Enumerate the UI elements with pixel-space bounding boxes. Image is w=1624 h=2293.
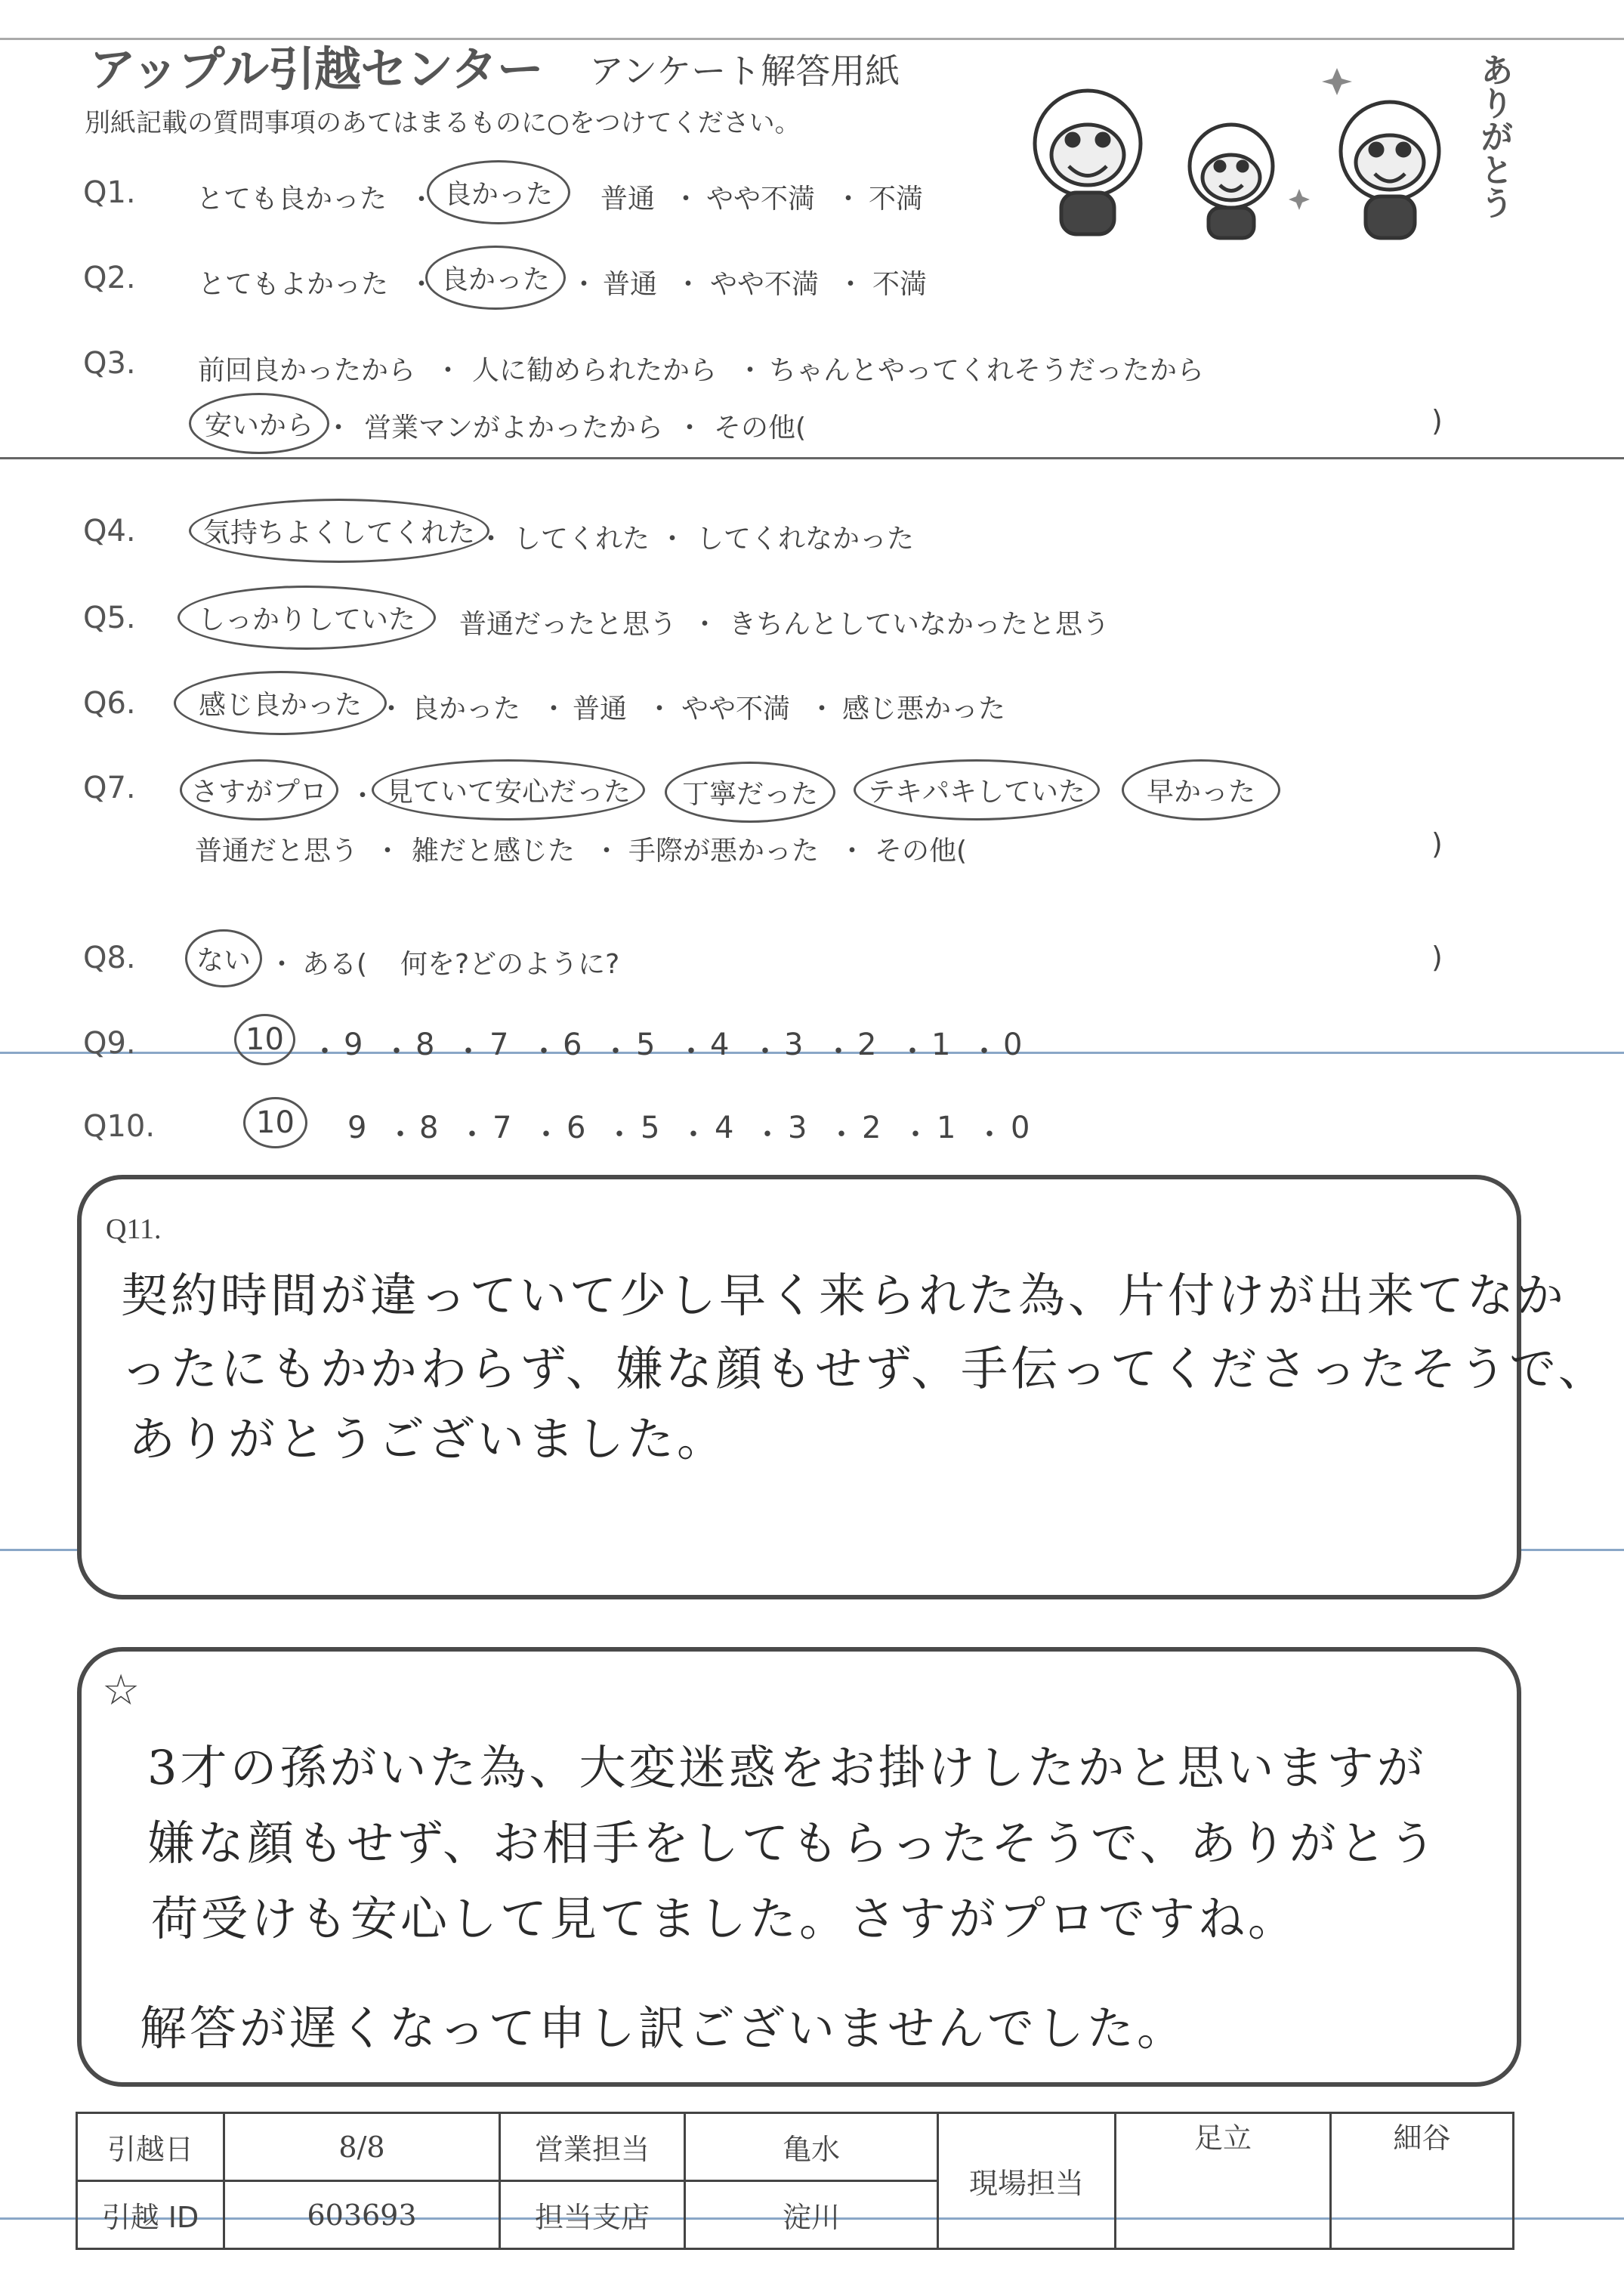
question-number: Q5. (83, 601, 136, 635)
option[interactable]: 普通だったと思う (459, 609, 678, 640)
option[interactable]: 前回良かったから (198, 355, 416, 386)
option[interactable]: 感じ悪かった (842, 694, 1006, 725)
option-selected[interactable]: 見ていて安心だった (372, 759, 645, 820)
comment-handwriting-line: 解答が遅くなって申し訳ございませんでした。 (140, 2001, 1187, 2056)
footer-info-table (76, 2112, 1514, 2250)
score-option[interactable]: 4 (710, 1028, 730, 1062)
option[interactable]: きちんとしていなかったと思う (729, 609, 1110, 640)
option-selected[interactable]: ない (185, 929, 262, 987)
score-selected[interactable]: 10 (234, 1014, 295, 1065)
question-number: Q8. (83, 941, 136, 975)
thanks-text: ありがとう (1474, 53, 1513, 219)
option-selected[interactable]: 早かった (1122, 759, 1280, 820)
option[interactable]: 不満 (869, 184, 924, 215)
score-option[interactable]: 7 (492, 1111, 512, 1145)
q11-handwriting-line: 契約時間が違っていて少し早く来られた為、片付けが出来てなか (121, 1268, 1567, 1323)
question-number: Q10. (83, 1109, 156, 1144)
option[interactable]: その他( (875, 836, 968, 867)
score-option[interactable]: 9 (344, 1028, 363, 1062)
option-selected[interactable]: 気持ちよくしてくれた (189, 499, 489, 563)
score-option[interactable]: 5 (641, 1111, 660, 1145)
option[interactable]: 普通 (573, 694, 628, 725)
option[interactable]: ちゃんとやってくれそうだったから (769, 355, 1205, 386)
score-option[interactable]: 3 (788, 1111, 807, 1145)
q11-handwriting-line: ありがとうございました。 (128, 1411, 727, 1466)
option[interactable]: やや不満 (710, 269, 820, 300)
rule-line (0, 457, 1624, 459)
option[interactable]: やや不満 (681, 694, 791, 725)
move-id-label: 引越 ID (77, 2181, 224, 2249)
question-number: Q3. (83, 346, 136, 381)
score-option[interactable]: 3 (784, 1028, 804, 1062)
option[interactable]: 手際が悪かった (628, 836, 820, 867)
option[interactable]: 普通 (603, 269, 658, 300)
option[interactable]: してくれた (514, 524, 650, 555)
score-option[interactable]: 8 (415, 1028, 435, 1062)
score-option[interactable]: 1 (931, 1028, 951, 1062)
option[interactable]: 不満 (872, 269, 928, 300)
close-paren: ) (1431, 941, 1443, 974)
site-rep-label: 現場担当 (938, 2113, 1116, 2249)
comment-handwriting-line: 3才の孫がいた為、大変迷惑をお掛けしたかと思いますが (147, 1740, 1427, 1795)
question-number: Q7. (83, 771, 136, 805)
option[interactable]: その他( (714, 413, 807, 443)
option[interactable]: 人に勧められたから (472, 355, 718, 386)
rule-line (0, 38, 1624, 40)
option[interactable]: ある( (302, 949, 368, 980)
sales-rep-value: 亀水 (685, 2113, 938, 2181)
score-option[interactable]: 2 (862, 1111, 881, 1145)
option-selected[interactable]: 丁寧だった (665, 762, 835, 823)
monkey-mascots-illustration (1005, 53, 1488, 242)
score-option[interactable]: 1 (937, 1111, 956, 1145)
question-number: Q2. (83, 261, 136, 295)
score-option[interactable]: 0 (1003, 1028, 1023, 1062)
option-selected[interactable]: 良かった (427, 160, 570, 224)
score-option[interactable]: 0 (1011, 1111, 1030, 1145)
instructions: 別紙記載の質問事項のあてはまるものに○をつけてください。 (85, 108, 801, 138)
score-option[interactable]: 6 (563, 1028, 582, 1062)
question-number: Q4. (83, 514, 136, 549)
option-selected[interactable]: 良かった (425, 246, 566, 310)
form-subtitle: アンケート解答用紙 (589, 51, 900, 91)
option-selected[interactable]: 安いから (189, 393, 329, 454)
score-option[interactable]: 7 (489, 1028, 509, 1062)
q11-label: Q11. (106, 1213, 162, 1245)
question-number: Q9. (83, 1026, 136, 1061)
score-option[interactable]: 9 (347, 1111, 367, 1145)
question-number: Q1. (83, 175, 136, 210)
move-id-value: 603693 (224, 2181, 500, 2249)
score-option[interactable]: 6 (567, 1111, 586, 1145)
brand-title: アップル引越センター (89, 42, 543, 97)
branch-value: 淀川 (685, 2181, 938, 2249)
move-date-value: 8/8 (224, 2113, 500, 2181)
score-selected[interactable]: 10 (243, 1097, 307, 1148)
option-selected[interactable]: しっかりしていた (178, 586, 436, 650)
option[interactable]: 普通だと思う (195, 836, 359, 867)
branch-label: 担当支店 (500, 2181, 685, 2249)
star-icon: ☆ (102, 1666, 140, 1715)
question-number: Q6. (83, 686, 136, 721)
option[interactable]: 良かった (412, 694, 521, 725)
sales-rep-label: 営業担当 (500, 2113, 685, 2181)
option[interactable]: とても良かった (196, 184, 387, 215)
option[interactable]: 普通 (601, 184, 656, 215)
option[interactable]: 雑だと感じた (412, 836, 576, 867)
option[interactable]: 何を?どのように? (400, 949, 620, 980)
option-selected[interactable]: さすがプロ (180, 759, 338, 820)
close-paren: ) (1431, 827, 1443, 861)
site-rep-value: 足立 (1116, 2113, 1331, 2249)
score-option[interactable]: 5 (636, 1028, 656, 1062)
score-option[interactable]: 4 (715, 1111, 734, 1145)
move-date-label: 引越日 (77, 2113, 224, 2181)
option[interactable]: とてもよかった (198, 269, 389, 300)
option[interactable]: やや不満 (706, 184, 816, 215)
site-rep-value: 細谷 (1331, 2113, 1514, 2249)
score-option[interactable]: 8 (419, 1111, 439, 1145)
score-option[interactable]: 2 (857, 1028, 877, 1062)
option-selected[interactable]: テキパキしていた (854, 759, 1100, 820)
option-selected[interactable]: 感じ良かった (174, 671, 387, 735)
option[interactable]: してくれなかった (696, 524, 915, 555)
comment-handwriting-line: 嫌な顔もせず、お相手をしてもらったそうで、ありがとう (147, 1816, 1439, 1871)
comment-handwriting-line: 荷受けも安心して見てました。さすがプロですね。 (151, 1891, 1298, 1946)
close-paren: ) (1431, 404, 1443, 437)
option[interactable]: 営業マンがよかったから (364, 413, 664, 443)
q11-handwriting-line: ったにもかかわらず、嫌な顔もせず、手伝ってくださったそうで、 (121, 1341, 1608, 1396)
